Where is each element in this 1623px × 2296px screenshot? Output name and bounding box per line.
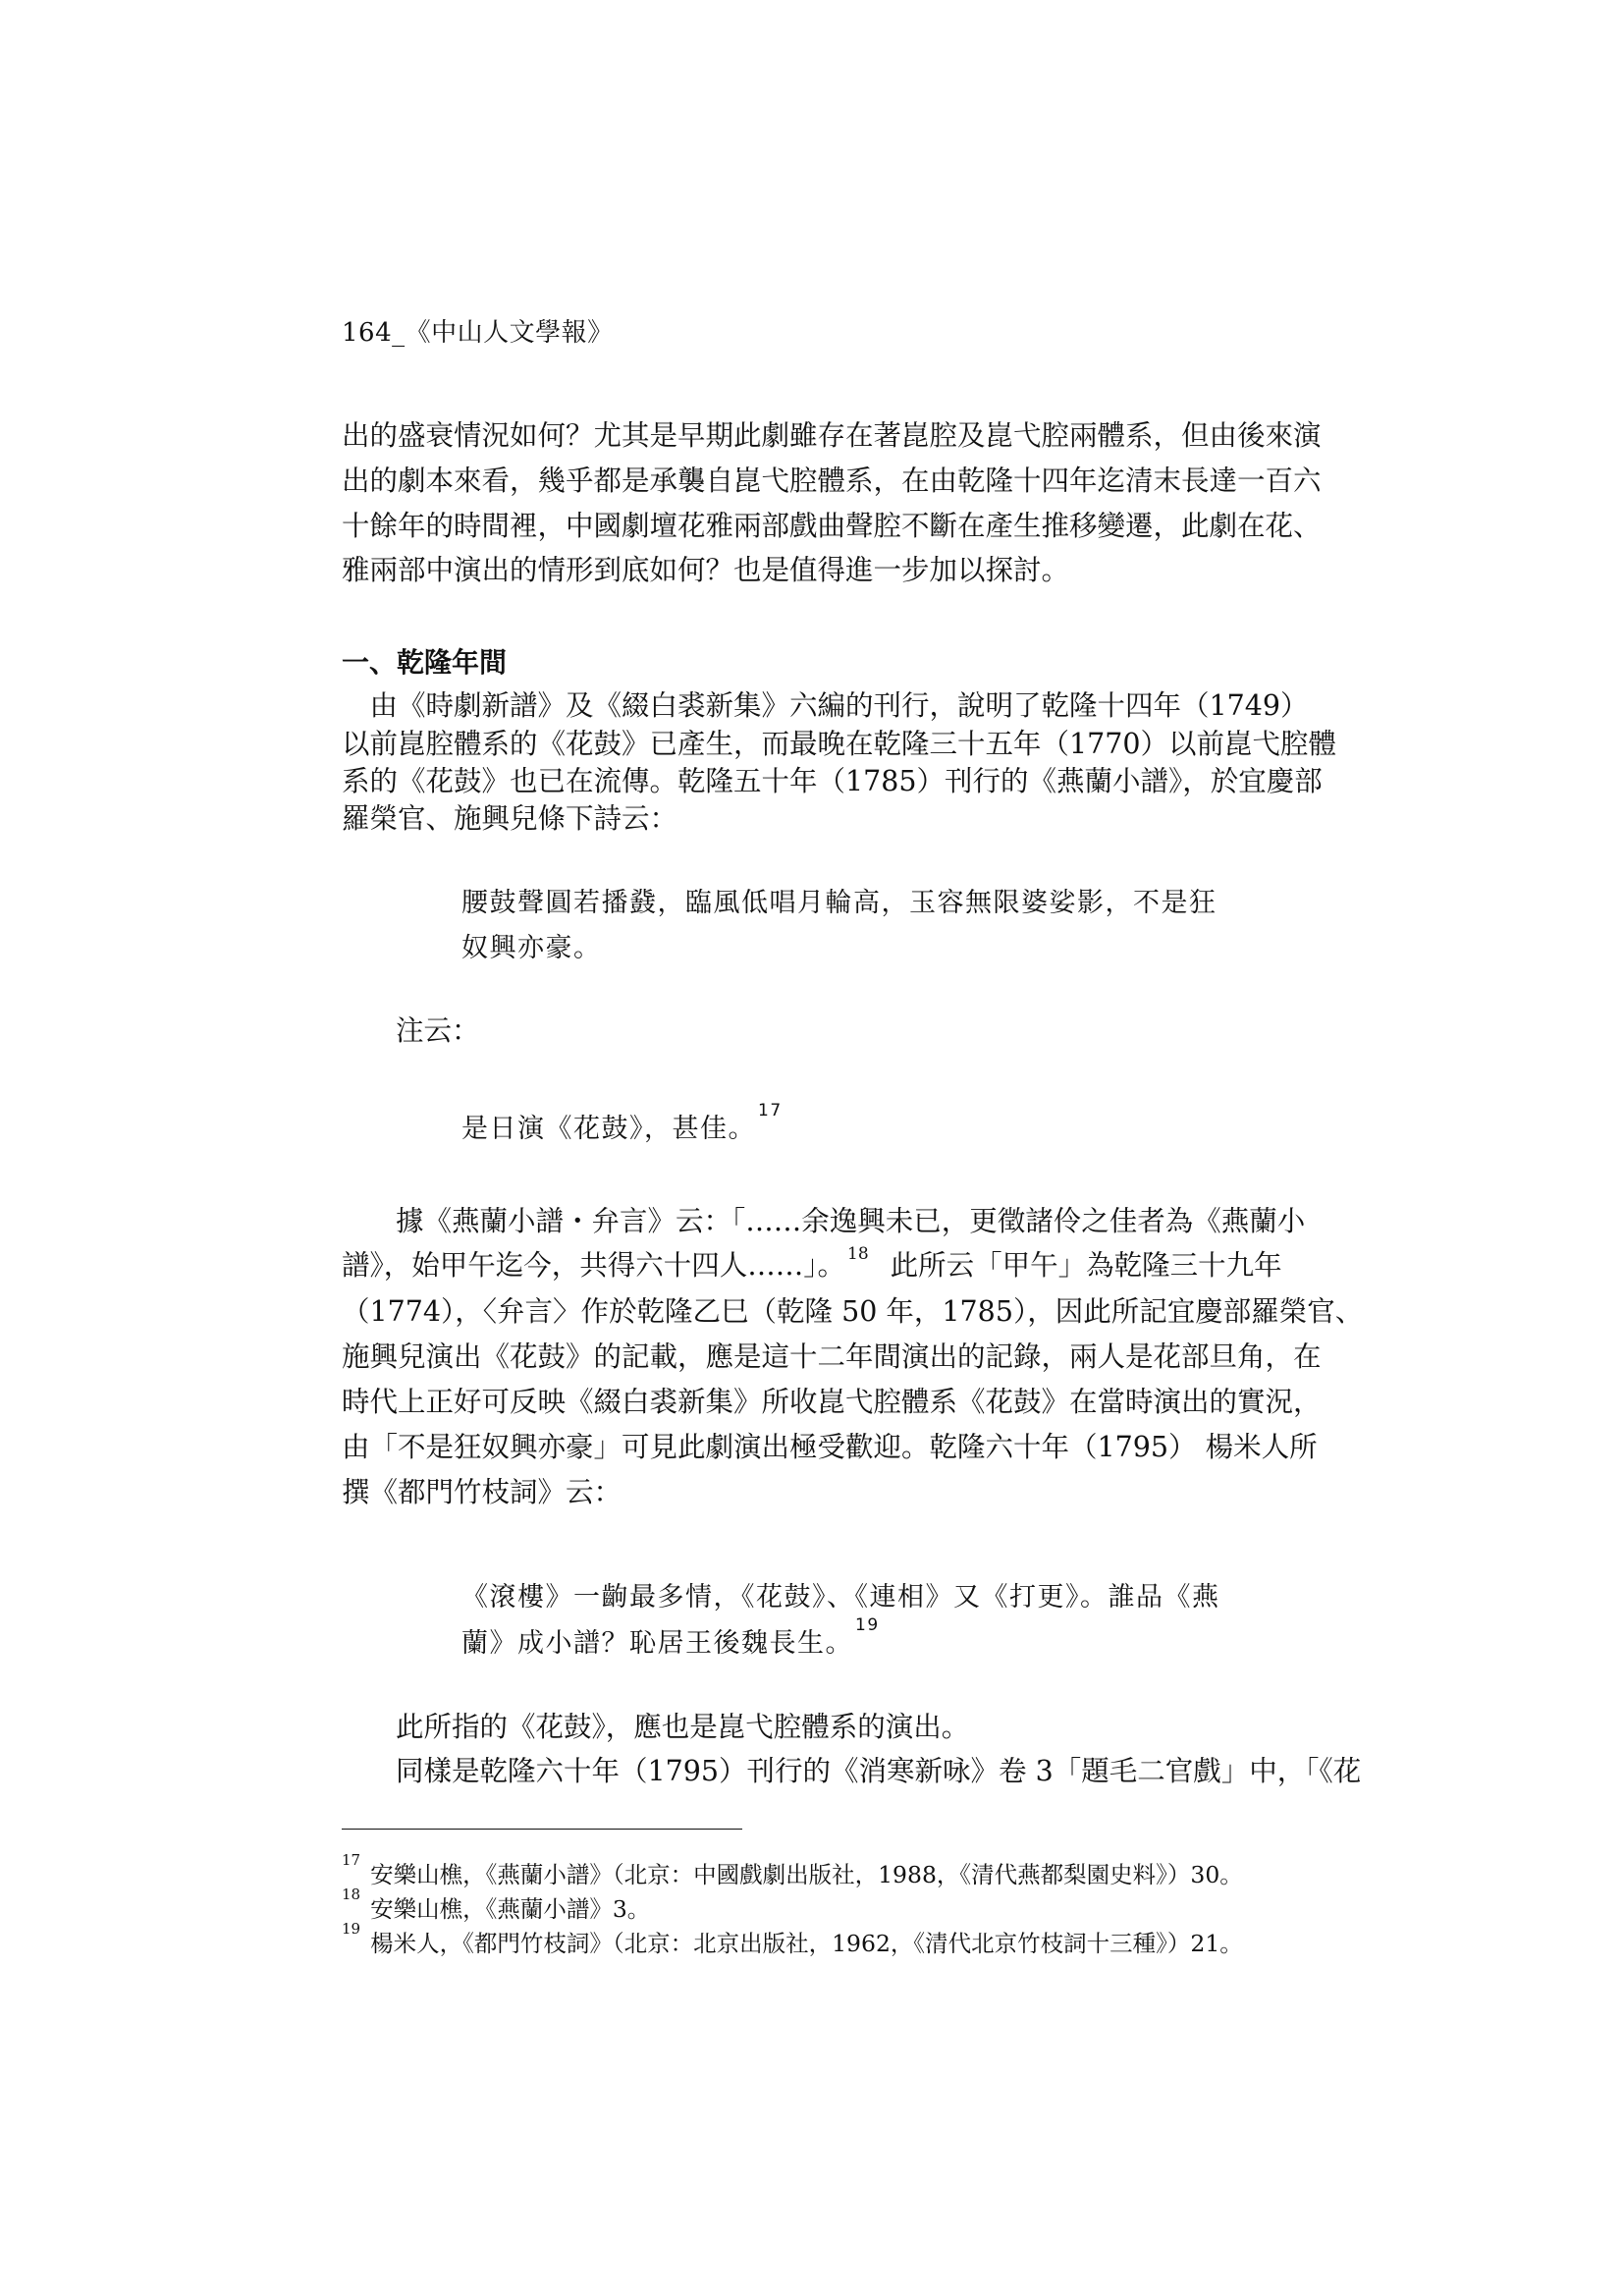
footnote-separator [342,1829,742,1830]
para3-line-1: 據《燕蘭小譜・弁言》云：「……余逸興未已，更徵諸伶之佳者為《燕蘭小 [396,1205,1306,1237]
footnote-ref-17: 17 [758,1101,783,1121]
footnote-17 [342,1851,1243,1889]
para3-line-4: 施興兒演出《花鼓》的記載，應是這十二年間演出的記錄，兩人是花部旦角，在 [342,1340,1322,1373]
footnote-19 [342,1920,1243,1958]
para3-line-2-text-a: 譜》，始甲午迄今，共得六十四人……」。 [342,1249,846,1282]
para2-line-3: 系的《花鼓》也已在流傳。乾隆五十年（1785）刊行的《燕蘭小譜》，於宜慶部 [342,765,1323,797]
quote3-line-2 [461,1615,880,1660]
para5: 同樣是乾隆六十年（1795）刊行的《消寒新咏》卷 3「題毛二官戲」中，「《花 [396,1755,1362,1787]
para2-line-4: 羅榮官、施興兒條下詩云： [342,802,678,835]
para1-line-2: 出的劇本來看，幾乎都是承襲自崑弋腔體系，在由乾隆十四年迄清末長達一百六 [342,465,1322,497]
quote1-line-2: 奴興亦豪。 [461,933,602,963]
quote3-line-2-text: 蘭》成小譜？恥居王後魏長生。 [461,1628,853,1659]
para3-line-2 [342,1244,1282,1282]
para3-line-3: （1774），〈弁言〉作於乾隆乙巳（乾隆 50 年，1785），因此所記宜慶部羅榮官、 [342,1295,1364,1328]
para3-line-7: 撰《都門竹枝詞》云： [342,1476,622,1508]
para3-line-2-text-b: 此所云「甲午」為乾隆三十九年 [890,1249,1282,1282]
para2-line-1: 由《時劇新譜》及《綴白裘新集》六編的刊行，說明了乾隆十四年（1749） [342,689,1309,722]
running-header: 164_《中山人文學報》 [342,318,614,348]
footnote-number: 18 [342,1886,361,1903]
quote2 [461,1101,783,1145]
footnote-text: 楊米人，《都門竹枝詞》（北京：北京出版社，1962，《清代北京竹枝詞十三種》）21。 [370,1930,1243,1957]
quote3-line-1: 《滾樓》一齣最多情，《花鼓》、《連相》又《打更》。誰品《燕 [461,1582,1220,1613]
note-label: 注云： [396,1014,480,1047]
para1-line-4: 雅兩部中演出的情形到底如何？也是值得進一步加以探討。 [342,554,1070,586]
document-page [342,0,1364,2296]
footnote-number: 19 [342,1920,361,1938]
para3-line-5: 時代上正好可反映《綴白裘新集》所收崑弋腔體系《花鼓》在當時演出的實況， [342,1386,1322,1418]
quote2-text: 是日演《花鼓》，甚佳。 [461,1114,756,1144]
footnote-18 [342,1886,651,1924]
para3-line-6: 由「不是狂奴興亦豪」可見此劇演出極受歡迎。乾隆六十年（1795） 楊米人所 [342,1431,1318,1463]
para2-line-2: 以前崑腔體系的《花鼓》已產生，而最晚在乾隆三十五年（1770）以前崑弋腔體 [342,728,1337,760]
para1-line-3: 十餘年的時間裡，中國劇壇花雅兩部戲曲聲腔不斷在產生推移變遷，此劇在花、 [342,510,1322,542]
footnote-text: 安樂山樵，《燕蘭小譜》（北京：中國戲劇出版社，1988，《清代燕都梨園史料》）30。 [370,1861,1243,1888]
section-heading: 一、乾隆年間 [342,646,508,679]
footnote-ref-19: 19 [855,1615,880,1635]
quote1-line-1: 腰鼓聲圓若播鼗，臨風低唱月輪高，玉容無限婆娑影，不是狂 [461,888,1217,918]
para1-line-1: 出的盛衰情況如何？尤其是早期此劇雖存在著崑腔及崑弋腔兩體系，但由後來演 [342,419,1322,452]
para4: 此所指的《花鼓》，應也是崑弋腔體系的演出。 [396,1711,970,1743]
footnote-text: 安樂山樵，《燕蘭小譜》3。 [370,1895,651,1923]
footnote-number: 17 [342,1851,361,1869]
footnote-ref-18: 18 [847,1244,869,1264]
